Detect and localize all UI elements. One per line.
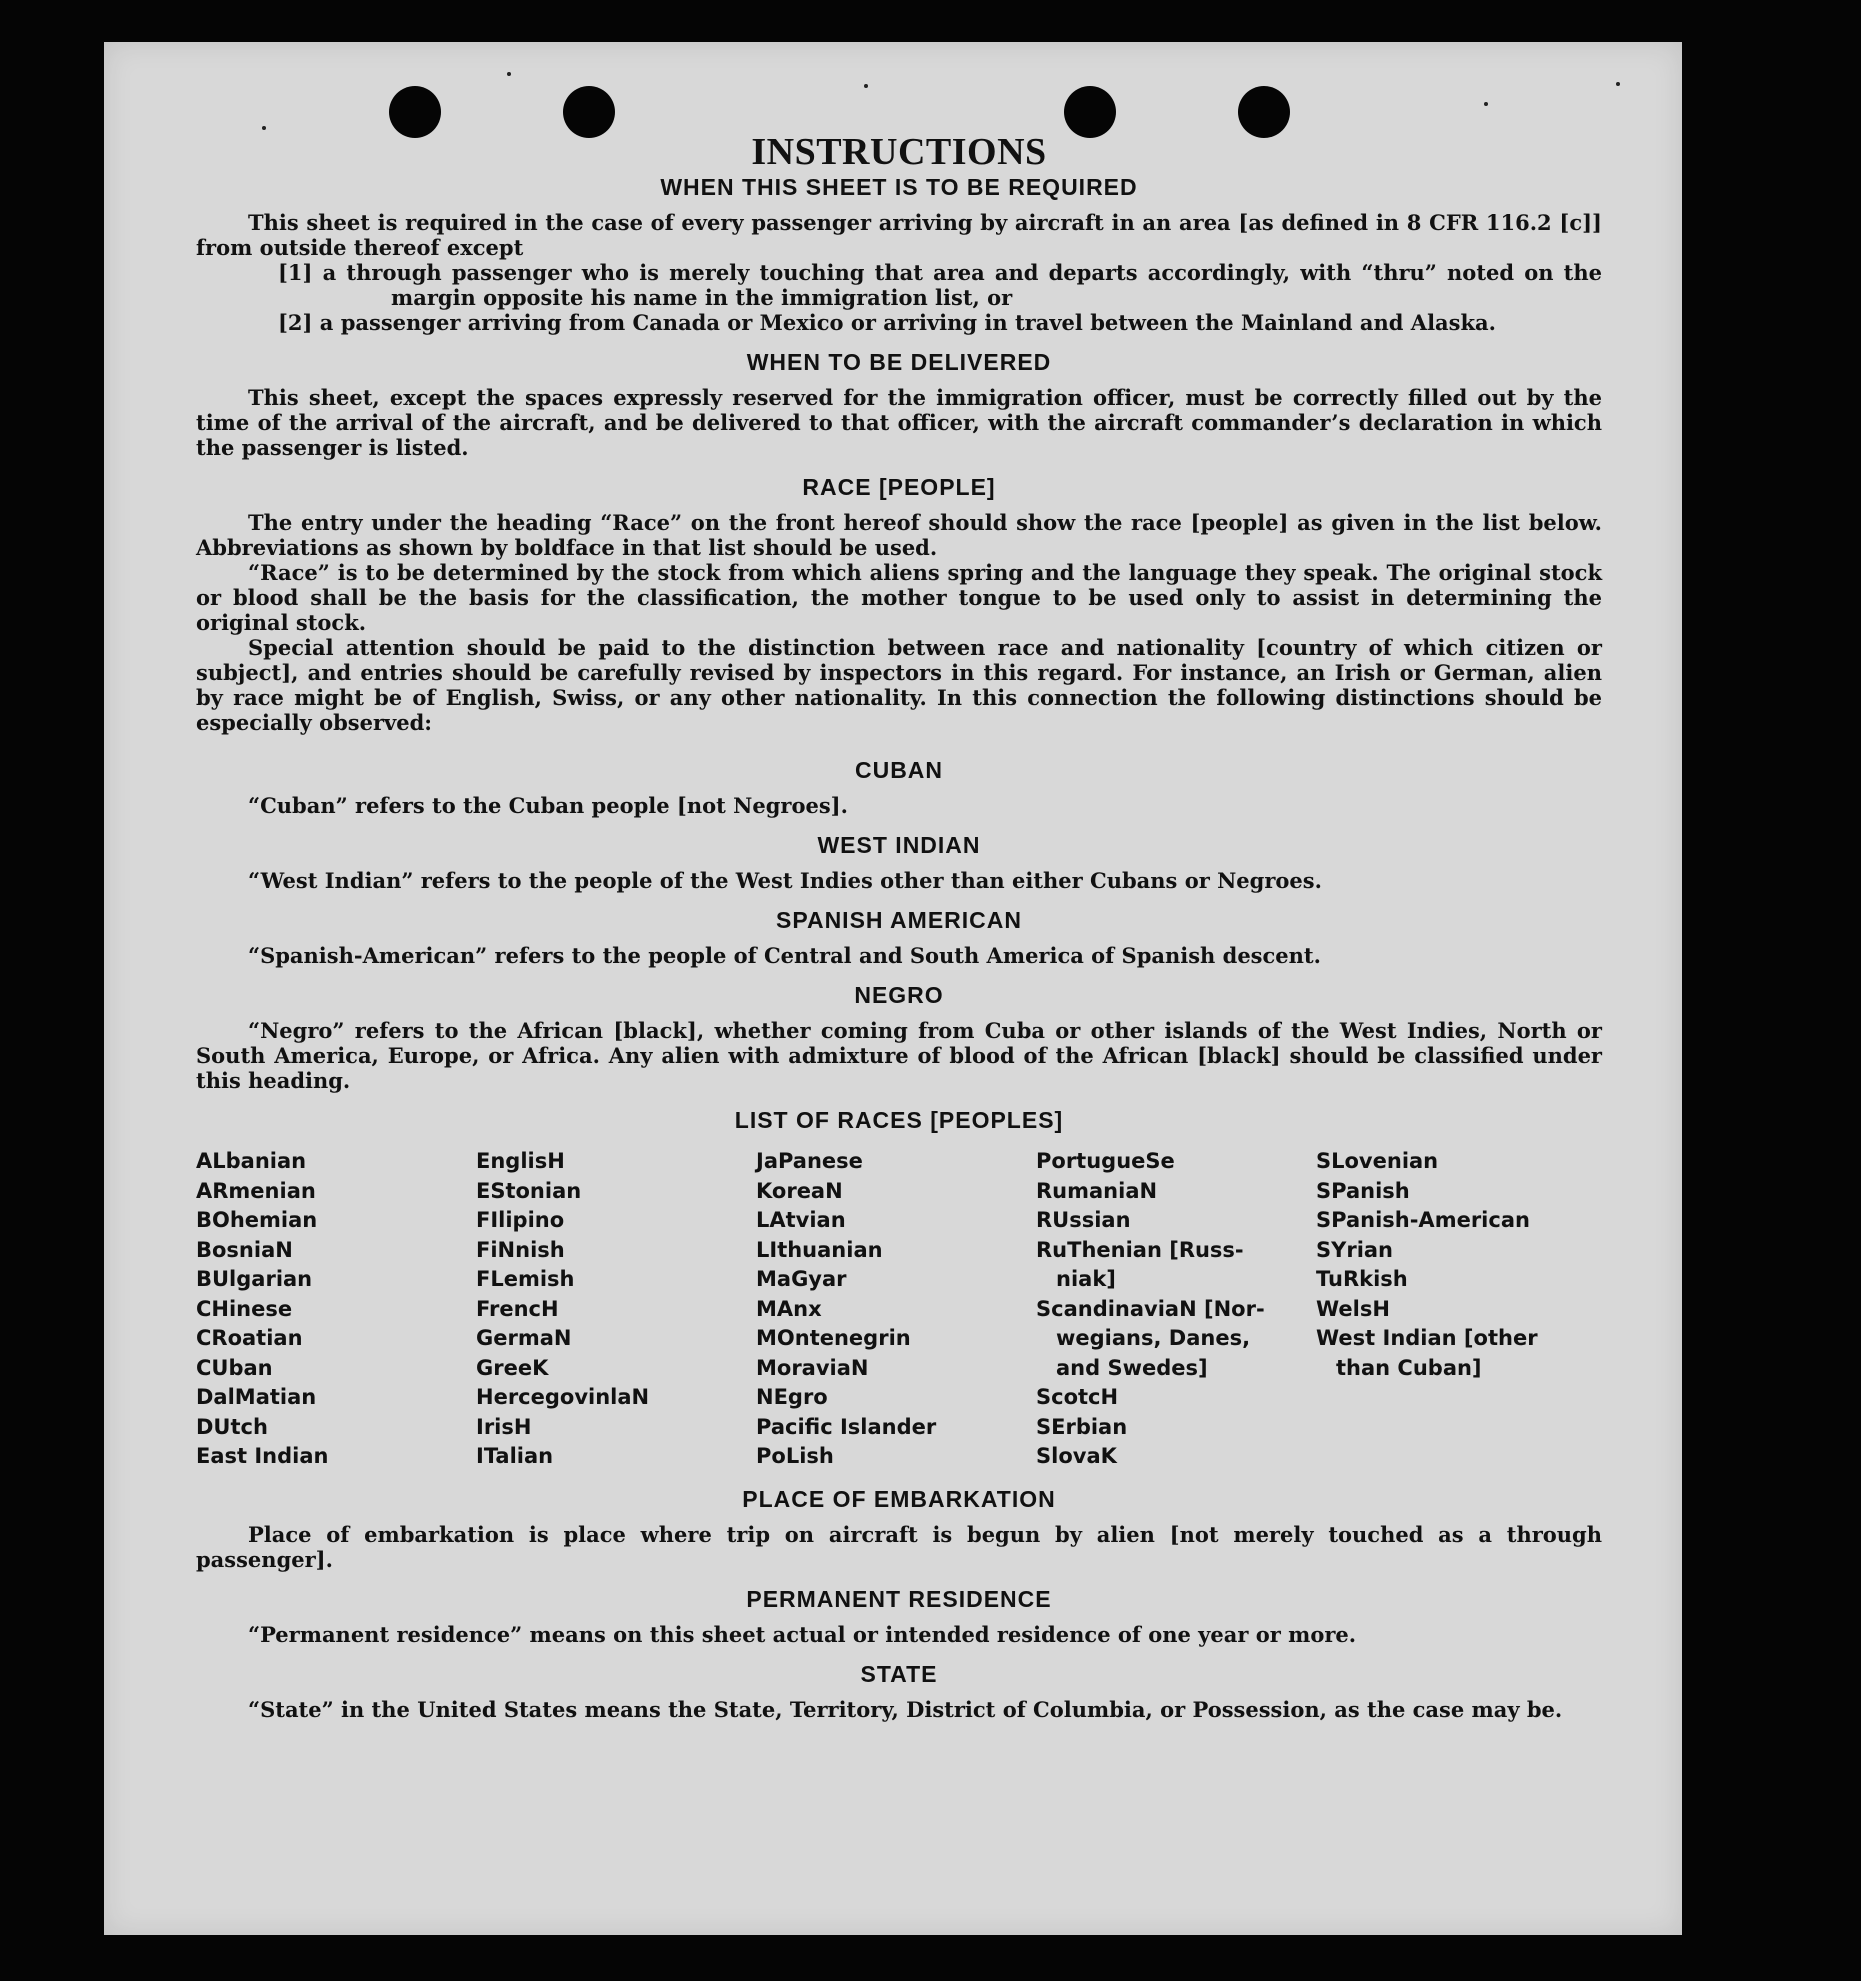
race-entry-continued: and Swedes]	[1056, 1355, 1208, 1380]
race-entry: FLemish	[476, 1267, 575, 1291]
section-heading: PERMANENT RESIDENCE	[746, 1585, 1052, 1612]
section-permanent-residence	[196, 1586, 1602, 1647]
paragraph: This sheet is required in the case of every passenger arriving by aircraft in an area [as defined in 8 CFR 116.2 [c]] from outside thereof except	[196, 210, 1602, 260]
section-heading: LIST OF RACES [PEOPLES]	[734, 1107, 1064, 1133]
race-entry: LIthuanian	[756, 1237, 883, 1262]
section-embarkation	[196, 1486, 1602, 1572]
race-entry: CUban	[196, 1355, 273, 1380]
race-entry: SLovenian	[1316, 1149, 1439, 1173]
section-heading: RACE [PEOPLE]	[802, 474, 996, 500]
race-entry: EnglisH	[476, 1149, 565, 1173]
paragraph: “West Indian” refers to the people of the West Indies other than either Cubans or Negroes.	[248, 868, 1322, 893]
races-column-1	[196, 1147, 476, 1472]
section-heading: CUBAN	[854, 757, 944, 783]
race-entry: MaGyar	[756, 1267, 847, 1291]
race-entry: SlovaK	[1036, 1444, 1117, 1468]
race-entry: BUlgarian	[196, 1267, 313, 1291]
race-entry: BOhemian	[196, 1208, 318, 1232]
race-entry: PortugueSe	[1036, 1149, 1175, 1173]
race-entry: EStonian	[476, 1178, 582, 1203]
race-entry: RumaniaN	[1036, 1178, 1158, 1203]
section-heading: NEGRO	[854, 982, 944, 1008]
race-entry: JaPanese	[756, 1149, 863, 1173]
race-entry: WelsH	[1316, 1296, 1390, 1321]
race-entry: ScandinaviaN [Nor-	[1036, 1296, 1265, 1321]
paragraph: This sheet, except the spaces expressly reserved for the immigration officer, must be correctly filled out by the time of the arrival of the aircraft, and be delivered to that officer, with the aircraft commander’s declaration in which the passenger is listed.	[196, 385, 1602, 460]
section-heading: WHEN THIS SHEET IS TO BE REQUIRED	[660, 174, 1138, 200]
race-entry: BosniaN	[196, 1237, 293, 1262]
paragraph: “State” in the United States means the State, Territory, District of Columbia, or Possession, as the case may be.	[248, 1696, 1563, 1722]
section-heading: PLACE OF EMBARKATION	[742, 1485, 1056, 1512]
instructions-content	[196, 130, 1602, 1722]
paragraph: The entry under the heading “Race” on the front hereof should show the race [people] as given in the list below. Abbreviations as shown by boldface in that list should be used.	[196, 510, 1602, 560]
race-entry: ARmenian	[196, 1178, 316, 1203]
race-entry: ScotcH	[1036, 1385, 1119, 1409]
races-column-2	[476, 1147, 756, 1472]
paragraph: Special attention should be paid to the distinction between race and nationality [country of which citizen or subject], and entries should be carefully revised by inspectors in this regard. For instance, an Irish or German, alien by race might be of English, Swiss, or any other nationality. In this connection the following distinctions should be especially observed:	[196, 635, 1602, 735]
dust-speck	[864, 84, 868, 88]
section-heading: STATE	[860, 1660, 938, 1687]
paragraph: “Race” is to be determined by the stock from which aliens spring and the language they speak. The original stock or blood shall be the basis for the classification, the mother tongue to be used only to assist in determining the original stock.	[196, 560, 1602, 635]
race-entry: SPanish	[1316, 1178, 1410, 1203]
race-entry: East Indian	[196, 1444, 329, 1468]
races-column-5	[1316, 1147, 1596, 1472]
race-entry: MOntenegrin	[756, 1326, 911, 1350]
race-entry: GreeK	[476, 1355, 549, 1380]
race-entry: CRoatian	[196, 1326, 303, 1350]
race-entry: ALbanian	[196, 1149, 307, 1173]
race-entry: FiNnish	[476, 1237, 565, 1262]
section-negro	[196, 982, 1602, 1093]
dust-speck	[1616, 82, 1620, 86]
race-entry: CHinese	[196, 1296, 293, 1321]
race-entry: SPanish-American	[1316, 1208, 1530, 1232]
race-entry: ITalian	[476, 1444, 554, 1468]
race-entry: NEgro	[756, 1385, 828, 1409]
race-entry: MoraviaN	[756, 1355, 869, 1380]
race-entry: DUtch	[196, 1414, 268, 1439]
section-west-indian	[196, 832, 1602, 893]
section-heading: SPANISH AMERICAN	[775, 907, 1022, 933]
section-when-delivered	[196, 349, 1602, 460]
page-title: INSTRUCTIONS	[751, 131, 1047, 173]
race-entry: SYrian	[1316, 1237, 1394, 1262]
races-column-4	[1036, 1147, 1316, 1472]
race-entry: GermaN	[476, 1326, 572, 1350]
race-entry: IrisH	[476, 1414, 532, 1439]
section-heading: WHEN TO BE DELIVERED	[746, 349, 1052, 375]
exception-item: [1] a through passenger who is merely touching that area and departs accordingly, with “thru” noted on the margin opposite his name in the immigration list, or	[278, 260, 1602, 310]
section-cuban	[196, 757, 1602, 818]
document-sheet	[104, 42, 1682, 1935]
paragraph: Place of embarkation is place where trip on aircraft is begun by alien [not merely touched as a through passenger].	[196, 1521, 1602, 1572]
race-entry: SErbian	[1036, 1414, 1128, 1439]
race-entry: Pacific Islander	[756, 1414, 937, 1439]
races-list	[196, 1147, 1602, 1472]
race-entry: KoreaN	[756, 1178, 843, 1203]
paragraph: “Negro” refers to the African [black], whether coming from Cuba or other islands of the West Indies, North or South America, Europe, or Africa. Any alien with admixture of blood of the African [black] should be classified under this heading.	[196, 1018, 1602, 1093]
section-spanish-american	[196, 907, 1602, 968]
race-entry: RuThenian [Russ-	[1036, 1237, 1244, 1262]
race-entry: MAnx	[756, 1296, 822, 1321]
race-entry: PoLish	[756, 1444, 834, 1468]
race-entry: HercegovinlaN	[476, 1385, 650, 1409]
race-entry: LAtvian	[756, 1208, 846, 1232]
race-entry: FrencH	[476, 1296, 559, 1321]
race-entry: RUssian	[1036, 1208, 1131, 1232]
race-entry-continued: than Cuban]	[1336, 1355, 1482, 1380]
section-state	[196, 1661, 1602, 1722]
race-entry-continued: niak]	[1056, 1267, 1116, 1291]
race-entry: FIlipino	[476, 1208, 565, 1232]
paragraph: “Spanish-American” refers to the people of Central and South America of Spanish descent.	[248, 943, 1321, 968]
section-list-of-races	[196, 1107, 1602, 1472]
paragraph: “Cuban” refers to the Cuban people [not Negroes].	[248, 793, 848, 818]
race-entry: DalMatian	[196, 1385, 317, 1409]
races-column-3	[756, 1147, 1036, 1472]
paragraph: “Permanent residence” means on this sheet actual or intended residence of one year or more.	[248, 1621, 1357, 1647]
section-heading: WEST INDIAN	[817, 832, 981, 858]
section-when-required	[196, 174, 1602, 335]
dust-speck	[1484, 102, 1488, 106]
section-race	[196, 474, 1602, 735]
exception-item: [2] a passenger arriving from Canada or Mexico or arriving in travel between the Mainland and Alaska.	[278, 310, 1496, 335]
race-entry: West Indian [other	[1316, 1326, 1538, 1350]
dust-speck	[507, 72, 511, 76]
race-entry-continued: wegians, Danes,	[1056, 1326, 1251, 1350]
race-entry: TuRkish	[1316, 1267, 1408, 1291]
